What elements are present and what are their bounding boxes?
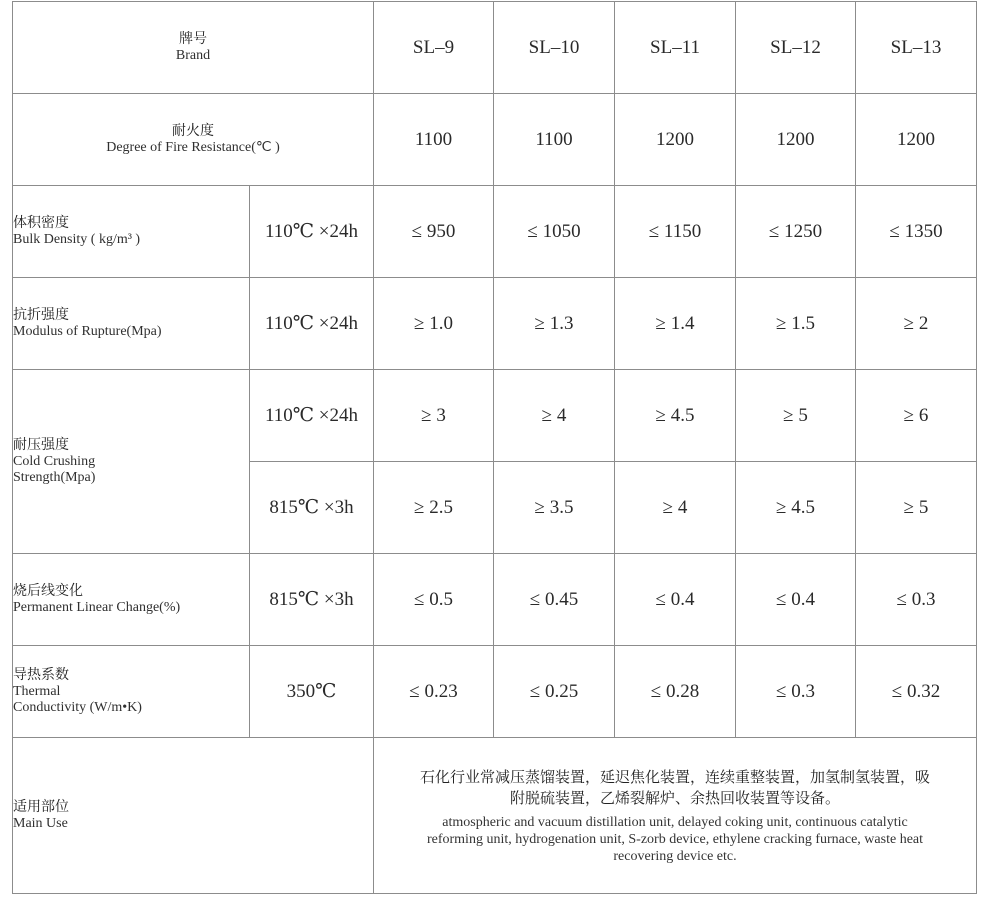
fire-resistance-label: [13, 94, 374, 186]
fire-resistance-label-zh: 耐火度: [172, 123, 214, 139]
bulk-density-label-zh: 体积密度: [13, 215, 69, 231]
conductivity-label-zh: 导热系数: [13, 667, 69, 683]
bulk-density-unit: ( kg/m³ ): [90, 232, 141, 247]
bulk-density-value: ≤ 1050: [494, 186, 615, 278]
fire-resistance-value: 1100: [374, 94, 494, 186]
crushing-value-b: ≥ 3.5: [494, 462, 615, 554]
crushing-row-a: [13, 370, 977, 462]
crushing-value-a: ≥ 6: [856, 370, 977, 462]
rupture-value: ≥ 1.4: [615, 278, 736, 370]
conductivity-label-en-2: Conductivity (W/m•K): [13, 700, 142, 715]
crushing-condition-b: 815℃ ×3h: [250, 462, 374, 554]
main-use-label-en: Main Use: [13, 816, 68, 831]
conductivity-value: ≤ 0.23: [374, 646, 494, 738]
rupture-value: ≥ 1.5: [736, 278, 856, 370]
spec-table: [12, 1, 977, 894]
bulk-density-label-en-text: Bulk Density: [13, 232, 88, 247]
linear-change-value: ≤ 0.5: [374, 554, 494, 646]
brand-label-en: Brand: [175, 48, 211, 63]
grade-header: SL–13: [856, 2, 977, 94]
crushing-label: [13, 370, 250, 554]
linear-change-value: ≤ 0.3: [856, 554, 977, 646]
main-use-label-zh: 适用部位: [13, 799, 69, 815]
bulk-density-value: ≤ 1350: [856, 186, 977, 278]
rupture-label-en: Modulus of Rupture(Mpa): [13, 324, 162, 339]
bulk-density-condition: 110℃ ×24h: [250, 186, 374, 278]
conductivity-value: ≤ 0.32: [856, 646, 977, 738]
main-use-label: [13, 738, 374, 894]
crushing-label-en-2: Strength(Mpa): [13, 470, 96, 485]
conductivity-value: ≤ 0.3: [736, 646, 856, 738]
conductivity-value: ≤ 0.28: [615, 646, 736, 738]
fire-resistance-value: 1100: [494, 94, 615, 186]
brand-row: [13, 2, 977, 94]
grade-header: SL–12: [736, 2, 856, 94]
rupture-value: ≥ 1.3: [494, 278, 615, 370]
linear-change-value: ≤ 0.4: [615, 554, 736, 646]
crushing-value-b: ≥ 2.5: [374, 462, 494, 554]
fire-resistance-label-en: Degree of Fire Resistance(℃ ): [106, 140, 280, 155]
conductivity-label: [13, 646, 250, 738]
crushing-value-b: ≥ 5: [856, 462, 977, 554]
linear-change-label-zh: 烧后线变化: [13, 583, 83, 599]
bulk-density-row: [13, 186, 977, 278]
bulk-density-value: ≤ 1150: [615, 186, 736, 278]
rupture-label: [13, 278, 250, 370]
linear-change-value: ≤ 0.45: [494, 554, 615, 646]
linear-change-value: ≤ 0.4: [736, 554, 856, 646]
fire-resistance-row: [13, 94, 977, 186]
crushing-label-zh: 耐压强度: [13, 437, 69, 453]
linear-change-condition: 815℃ ×3h: [250, 554, 374, 646]
main-use-description: [374, 738, 977, 894]
grade-header: SL–11: [615, 2, 736, 94]
grade-header: SL–9: [374, 2, 494, 94]
rupture-condition: 110℃ ×24h: [250, 278, 374, 370]
crushing-value-a: ≥ 3: [374, 370, 494, 462]
main-use-row: [13, 738, 977, 894]
crushing-condition-a: 110℃ ×24h: [250, 370, 374, 462]
crushing-value-a: ≥ 4.5: [615, 370, 736, 462]
crushing-value-a: ≥ 4: [494, 370, 615, 462]
crushing-value-a: ≥ 5: [736, 370, 856, 462]
fire-resistance-value: 1200: [615, 94, 736, 186]
rupture-row: [13, 278, 977, 370]
conductivity-row: [13, 646, 977, 738]
rupture-label-zh: 抗折强度: [13, 307, 69, 323]
bulk-density-value: ≤ 950: [374, 186, 494, 278]
fire-resistance-value: 1200: [856, 94, 977, 186]
linear-change-label: [13, 554, 250, 646]
linear-change-label-en: Permanent Linear Change(%): [13, 600, 181, 615]
bulk-density-label-en: [13, 232, 249, 248]
brand-label-zh: 牌号: [179, 31, 207, 47]
conductivity-label-en-1: Thermal: [13, 684, 61, 699]
rupture-value: ≥ 2: [856, 278, 977, 370]
crushing-label-en-1: Cold Crushing: [13, 454, 96, 469]
conductivity-value: ≤ 0.25: [494, 646, 615, 738]
crushing-value-b: ≥ 4.5: [736, 462, 856, 554]
bulk-density-label: [13, 186, 250, 278]
fire-resistance-value: 1200: [736, 94, 856, 186]
main-use-text-en: atmospheric and vacuum distillation unit, delayed coking unit, continuous catalytic reforming unit, hydrogenation unit, S-zorb device, ethylene cracking furnace, waste heat recovering device etc.: [426, 814, 924, 864]
main-use-text-zh: 石化行业常减压蒸馏装置，延迟焦化装置，连续重整装置，加氢制氢装置，吸附脱硫装置，乙烯裂解炉、余热回收装置等设备。: [419, 767, 930, 807]
bulk-density-value: ≤ 1250: [736, 186, 856, 278]
brand-label-cell: [13, 2, 374, 94]
grade-header: SL–10: [494, 2, 615, 94]
crushing-value-b: ≥ 4: [615, 462, 736, 554]
linear-change-row: [13, 554, 977, 646]
rupture-value: ≥ 1.0: [374, 278, 494, 370]
conductivity-condition: 350℃: [250, 646, 374, 738]
